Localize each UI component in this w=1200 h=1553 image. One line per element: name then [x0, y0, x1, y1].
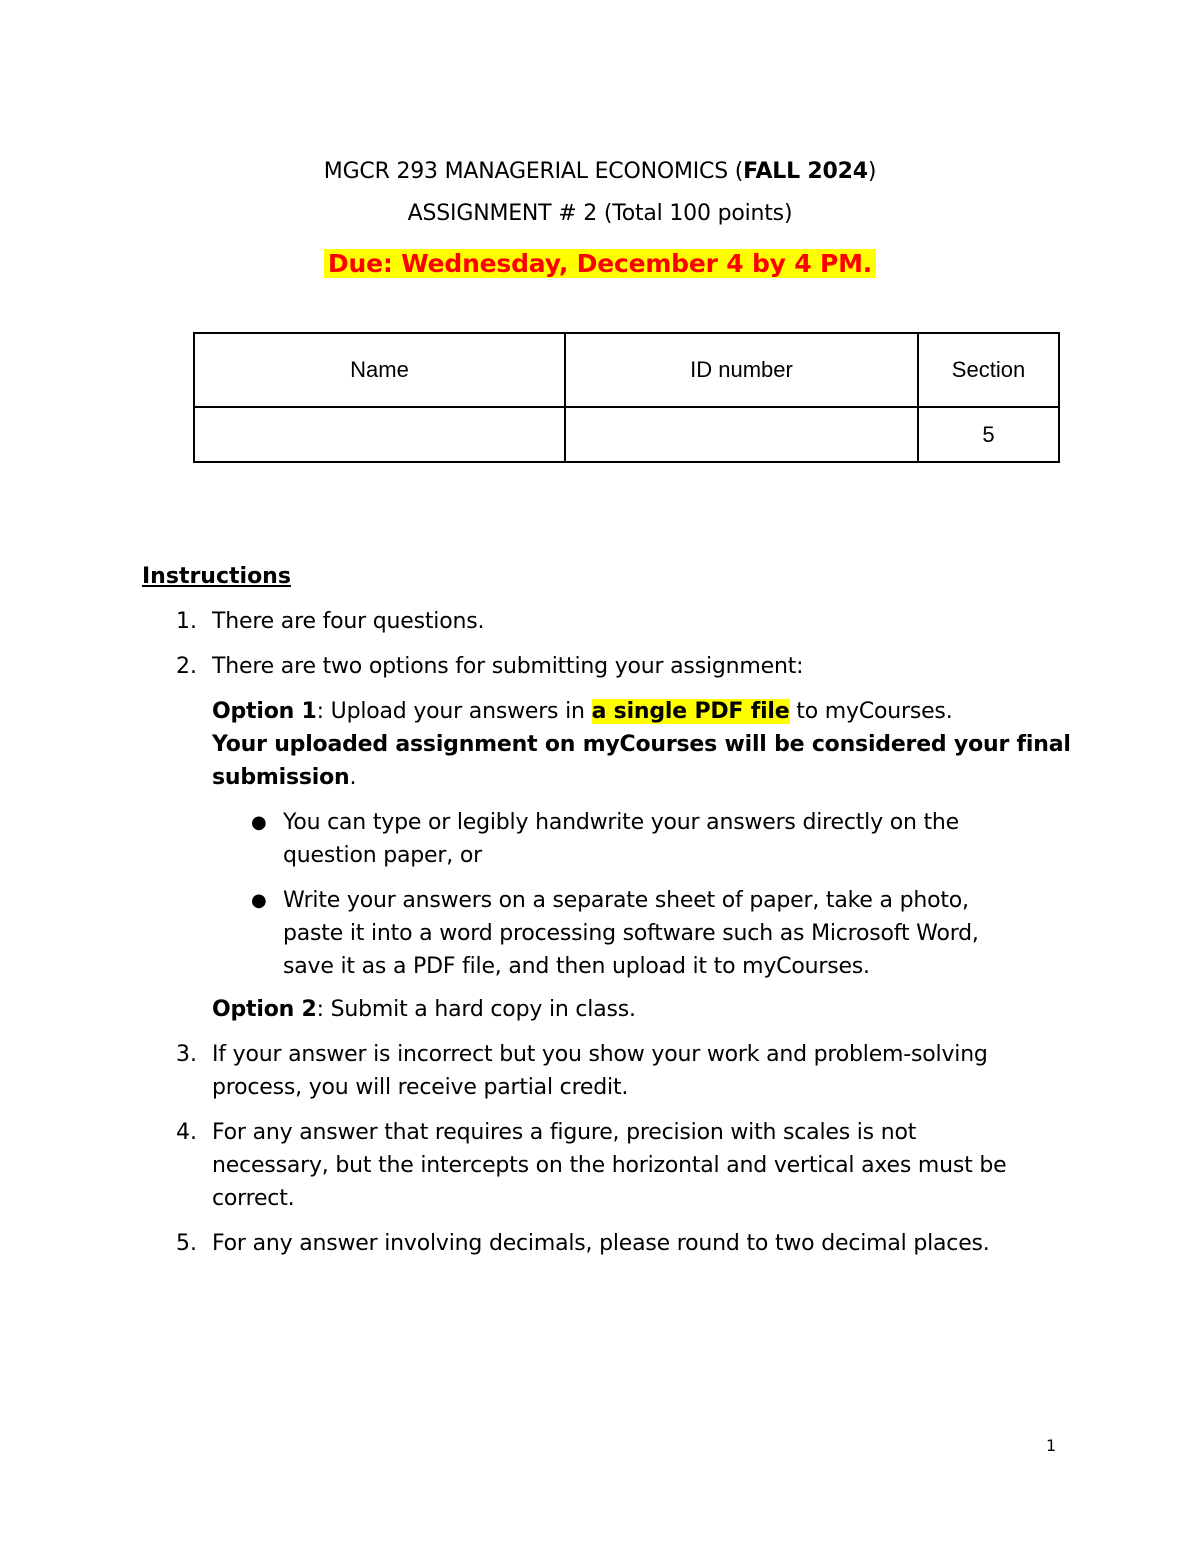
item-2-number: 2. [176, 654, 197, 679]
item-1-text: There are four questions. [212, 609, 485, 634]
option-2-text: : Submit a hard copy in class. [316, 997, 636, 1022]
header-id-number: ID number [565, 333, 918, 407]
item-4-line-1: For any answer that requires a figure, precision with scales is not [212, 1120, 917, 1145]
final-submission-line-2 [212, 761, 1072, 794]
page-number: 1 [1046, 1436, 1057, 1455]
due-date-highlight: Due: Wednesday, December 4 by 4 PM. [324, 249, 876, 278]
title-suffix: ) [867, 159, 877, 184]
item-1-number: 1. [176, 609, 197, 634]
item-4-line-3: correct. [212, 1186, 295, 1211]
name-cell[interactable] [194, 407, 565, 462]
bullet-1-icon: ● [251, 812, 267, 833]
item-4-number: 4. [176, 1120, 197, 1145]
header-section: Section [918, 333, 1059, 407]
item-5-number: 5. [176, 1231, 197, 1256]
document-title [0, 158, 1200, 186]
bullet-2-line-1: Write your answers on a separate sheet of paper, take a photo, [283, 888, 969, 913]
title-term: FALL 2024 [743, 159, 868, 184]
assignment-subtitle: ASSIGNMENT # 2 (Total 100 points) [407, 201, 793, 226]
bullet-1-line-1: You can type or legibly handwrite your answers directly on the [283, 810, 960, 835]
instructions-heading: Instructions [142, 564, 291, 589]
final-submission-text-1: Your uploaded assignment on myCourses will be considered your final [212, 732, 1071, 757]
item-4-line-2: necessary, but the intercepts on the horizontal and vertical axes must be [212, 1153, 1007, 1178]
bullet-2-icon: ● [251, 890, 267, 911]
header-name: Name [194, 333, 565, 407]
final-submission-period: . [349, 765, 357, 790]
id-number-cell[interactable] [565, 407, 918, 462]
section-cell: 5 [918, 407, 1059, 462]
option-1-text-after: to myCourses. [789, 699, 953, 724]
student-info-table [193, 332, 1060, 463]
option-1-text-before: : Upload your answers in [316, 699, 592, 724]
bullet-2-line-3: save it as a PDF file, and then upload it to myCourses. [283, 954, 870, 979]
final-submission-line-1 [212, 728, 1072, 761]
option-2-label: Option 2 [212, 997, 317, 1022]
due-date-line [0, 247, 1200, 281]
option-2-line [212, 993, 1072, 1026]
item-3-line-2: process, you will receive partial credit. [212, 1075, 629, 1100]
bullet-2-line-2: paste it into a word processing software such as Microsoft Word, [283, 921, 979, 946]
final-submission-text-2: submission [212, 765, 350, 790]
bullet-1-line-2: question paper, or [283, 843, 482, 868]
option-1-line [212, 695, 1072, 728]
table-value-row [194, 407, 1059, 462]
item-2-text: There are two options for submitting your assignment: [212, 654, 804, 679]
table-header-row [194, 333, 1059, 407]
item-3-line-1: If your answer is incorrect but you show your work and problem-solving [212, 1042, 988, 1067]
option-1-label: Option 1 [212, 699, 317, 724]
item-3-number: 3. [176, 1042, 197, 1067]
single-pdf-highlight: a single PDF file [591, 699, 790, 724]
title-prefix: MGCR 293 MANAGERIAL ECONOMICS ( [323, 159, 744, 184]
item-5-text: For any answer involving decimals, please round to two decimal places. [212, 1231, 990, 1256]
